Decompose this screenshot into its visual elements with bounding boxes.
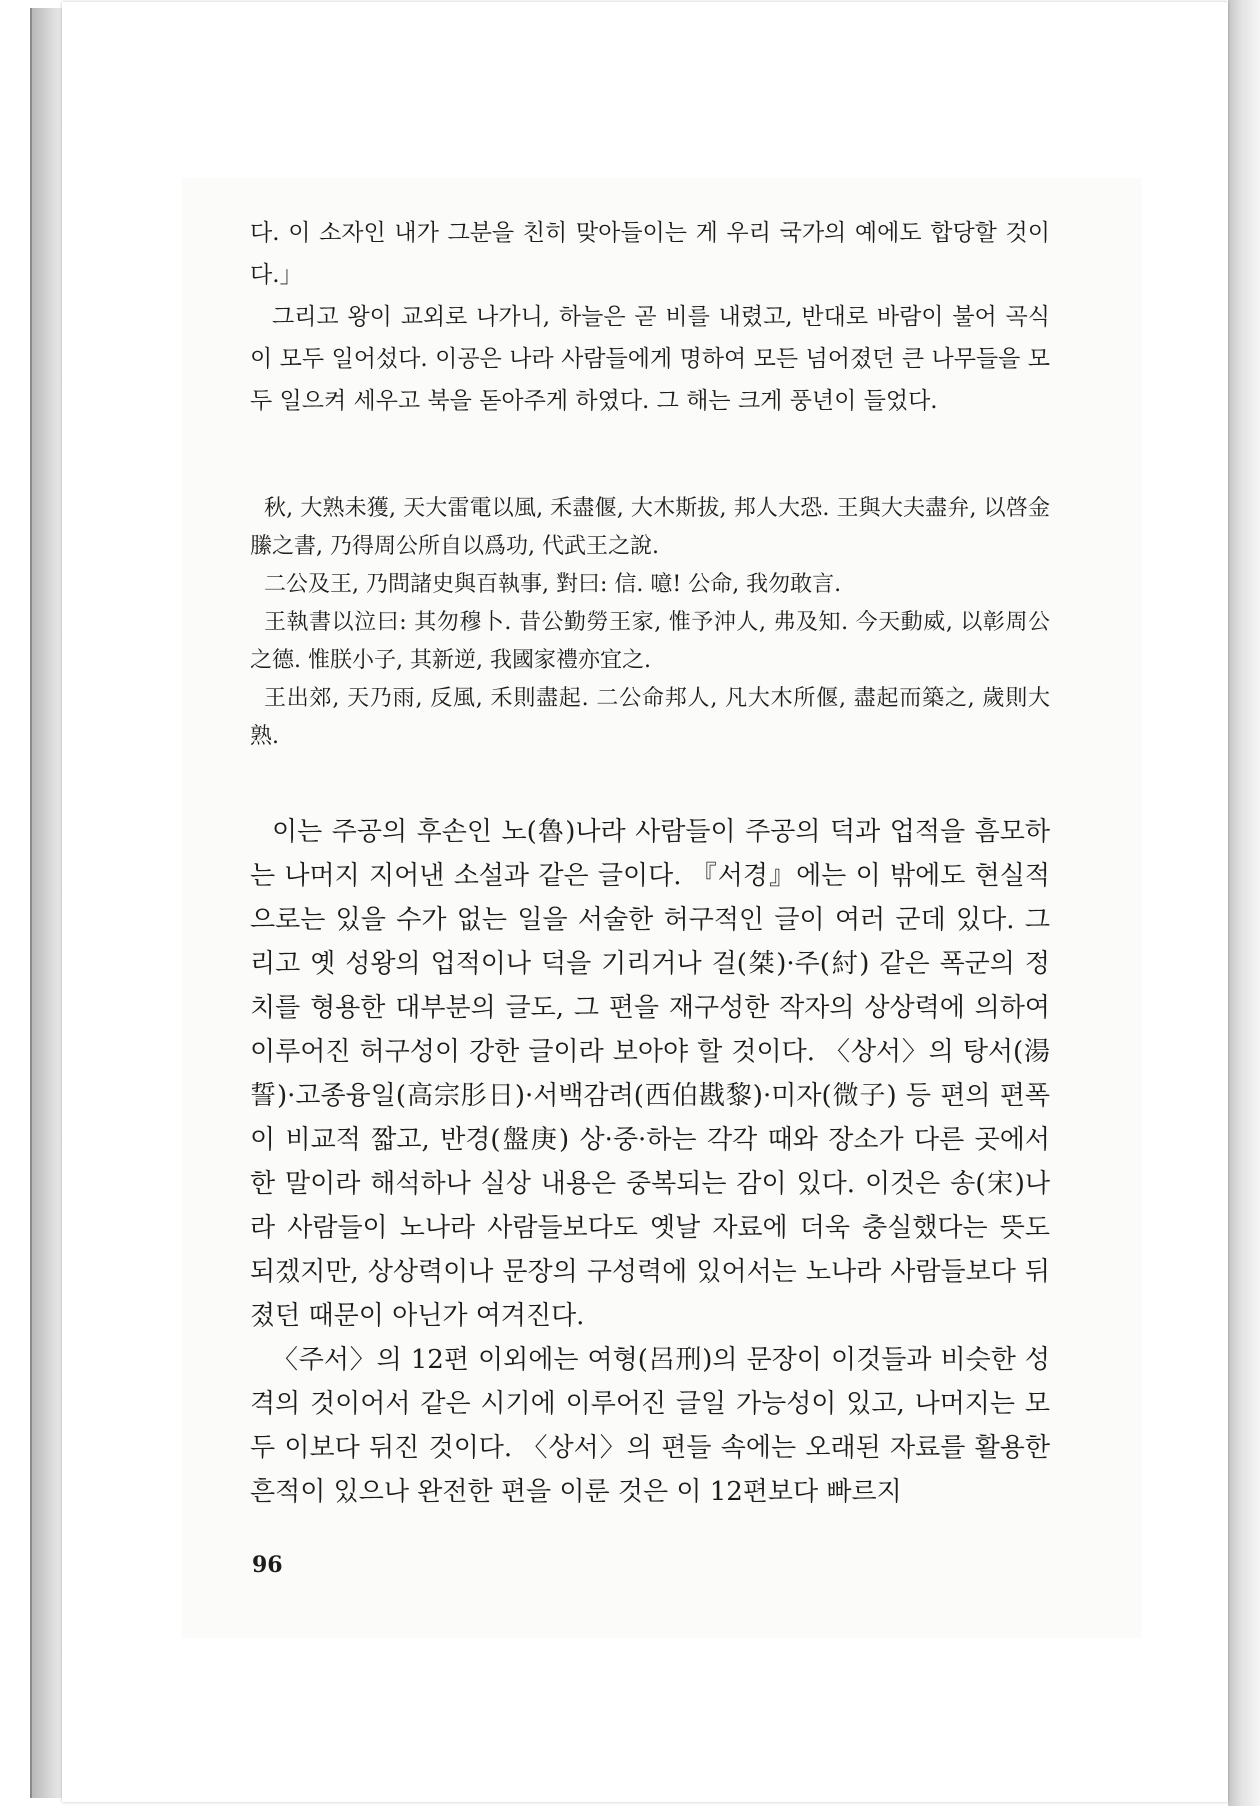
intro-text — [250, 212, 1050, 422]
intro-paragraph-1: 다. 이 소자인 내가 그분을 친히 맞아들이는 게 우리 국가의 예에도 합당할 것이다.」 — [250, 220, 1050, 288]
classical-quote — [250, 490, 1050, 756]
left-page-edges — [30, 8, 66, 1798]
page-number: 96 — [252, 1552, 283, 1578]
classical-paragraph-1: 秋, 大熟未獲, 天大雷電以風, 禾盡偃, 大木斯拔, 邦人大恐. 王與大夫盡弁, 以啓金縢之書, 乃得周公所自以爲功, 代武王之說. — [250, 496, 1050, 559]
body-paragraph-1: 이는 주공의 후손인 노(魯)나라 사람들이 주공의 덕과 업적을 흠모하는 나머지 지어낸 소설과 같은 글이다. 『서경』에는 이 밖에도 현실적으로는 있을 수가 없는 일을 서술한 허구적인 글이 여러 군데 있다. 그리고 옛 성왕의 업적이나 덕을 기리거나 걸(桀)·주(紂) 같은 폭군의 정치를 형용한 대부분의 글도, 그 편을 재구성한 작자의 상상력에 의하여 이루어진 허구성이 강한 글이라 보아야 할 것이다. 〈상서〉의 탕서(湯誓)·고종융일(高宗肜日)·서백감려(西伯戡黎)·미자(微子) 등 편의 편폭이 비교적 짧고, 반경(盤庚) 상·중·하는 각각 때와 장소가 다른 곳에서 한 말이라 해석하나 실상 내용은 중복되는 감이 있다. 이것은 송(宋)나라 사람들이 노나라 사람들보다도 옛날 자료에 더욱 충실했다는 뜻도 되겠지만, 상상력이나 문장의 구성력에 있어서는 노나라 사람들보다 뒤졌던 때문이 아닌가 여겨진다. — [250, 817, 1050, 1331]
classical-paragraph-2: 二公及王, 乃問諸史與百執事, 對曰: 信. 噫! 公命, 我勿敢言. — [264, 572, 842, 597]
intro-paragraph-2: 그리고 왕이 교외로 나가니, 하늘은 곧 비를 내렸고, 반대로 바람이 불어 곡식이 모두 일어섰다. 이공은 나라 사람들에게 명하여 모든 넘어졌던 큰 나무들을 모두 일으켜 세우고 북을 돋아주게 하였다. 그 해는 크게 풍년이 들었다. — [250, 304, 1050, 414]
body-paragraph-2: 〈주서〉의 12편 이외에는 여형(呂刑)의 문장이 이것들과 비슷한 성격의 것이어서 같은 시기에 이루어진 글일 가능성이 있고, 나머지는 모두 이보다 뒤진 것이다. 〈상서〉의 편들 속에는 오래된 자료를 활용한 흔적이 있으나 완전한 편을 이룬 것은 이 12편보다 빠르지 — [250, 1345, 1050, 1507]
classical-paragraph-4: 王出郊, 天乃雨, 反風, 禾則盡起. 二公命邦人, 凡大木所偃, 盡起而築之, 歲則大熟. — [250, 686, 1050, 749]
classical-paragraph-3: 王執書以泣曰: 其勿穆卜. 昔公勤勞王家, 惟予沖人, 弗及知. 今天動威, 以彰周公之德. 惟朕小子, 其新逆, 我國家禮亦宜之. — [250, 610, 1050, 673]
right-page-edges — [1228, 0, 1260, 1806]
body-text — [250, 810, 1050, 1514]
